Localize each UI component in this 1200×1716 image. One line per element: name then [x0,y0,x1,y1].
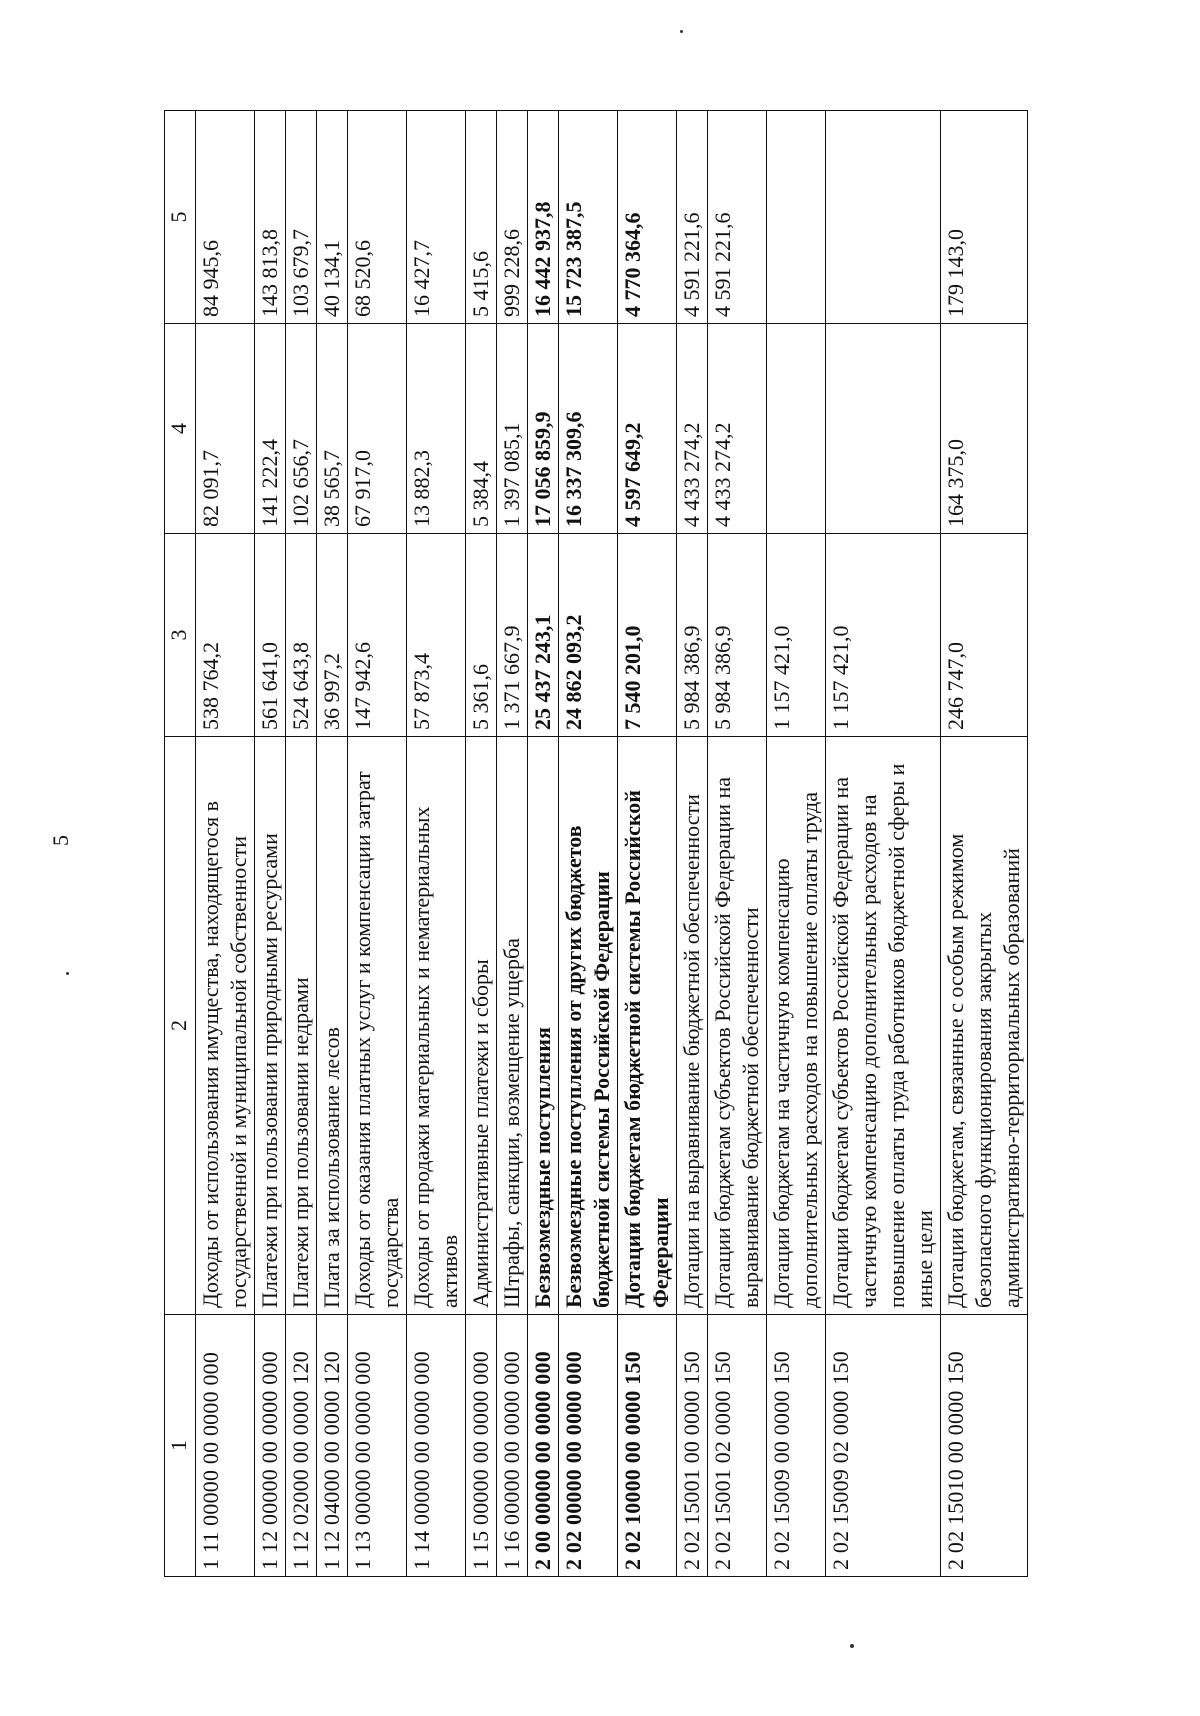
header-row [165,111,196,1577]
value-col-4: 4 433 274,2 [708,324,767,534]
table-row [708,111,767,1577]
code-cell: 1 12 00000 00 0000 000 [255,1315,286,1577]
value-col-5: 68 520,6 [348,111,407,324]
value-col-5: 103 679,7 [286,111,317,324]
value-col-3: 24 862 093,2 [559,534,618,737]
value-col-5: 15 723 387,5 [559,111,618,324]
name-cell: Дотации бюджетам субъектов Российской Федерации на выравнивание бюджетной обеспеченности [708,737,767,1315]
header-col-5: 5 [165,111,196,324]
value-col-4: 67 917,0 [348,324,407,534]
value-col-3: 5 984 386,9 [708,534,767,737]
value-col-5: 4 591 221,6 [677,111,708,324]
name-cell: Административные платежи и сборы [466,737,497,1315]
code-cell: 2 02 10000 00 0000 150 [618,1315,677,1577]
value-col-5 [826,111,941,324]
code-cell: 2 02 15009 00 0000 150 [767,1315,826,1577]
table-row [348,111,407,1577]
value-col-3: 524 643,8 [286,534,317,737]
table-row [407,111,466,1577]
code-cell: 2 00 00000 00 0000 000 [528,1315,559,1577]
budget-revenue-table [164,110,1028,1577]
value-col-5: 999 228,6 [497,111,528,324]
header-col-3: 3 [165,534,196,737]
value-col-5: 40 134,1 [317,111,348,324]
value-col-3: 561 641,0 [255,534,286,737]
value-col-3: 7 540 201,0 [618,534,677,737]
code-cell: 1 16 00000 00 0000 000 [497,1315,528,1577]
value-col-3: 1 371 667,9 [497,534,528,737]
code-cell: 1 11 00000 00 0000 000 [196,1315,255,1577]
value-col-4: 141 222,4 [255,324,286,534]
table-row [528,111,559,1577]
code-cell: 2 02 00000 00 0000 000 [559,1315,618,1577]
name-cell: Доходы от использования имущества, находящегося в государственной и муниципальной собственности [196,737,255,1315]
table-body [196,111,1028,1577]
value-col-3: 147 942,6 [348,534,407,737]
table-row [618,111,677,1577]
value-col-4: 102 656,7 [286,324,317,534]
name-cell: Дотации бюджетам бюджетной системы Российской Федерации [618,737,677,1315]
page-number: 5 [48,835,73,846]
code-cell: 2 02 15010 00 0000 150 [941,1315,1028,1577]
value-col-4: 164 375,0 [941,324,1028,534]
value-col-5: 16 427,7 [407,111,466,324]
value-col-5: 16 442 937,8 [528,111,559,324]
value-col-4: 5 384,4 [466,324,497,534]
value-col-4: 4 433 274,2 [677,324,708,534]
code-cell: 2 02 15009 02 0000 150 [826,1315,941,1577]
value-col-5: 84 945,6 [196,111,255,324]
code-cell: 2 02 15001 00 0000 150 [677,1315,708,1577]
value-col-5: 4 591 221,6 [708,111,767,324]
table-row [196,111,255,1577]
header-col-1: 1 [165,1315,196,1577]
value-col-4: 1 397 085,1 [497,324,528,534]
table-row [286,111,317,1577]
table-row [826,111,941,1577]
value-col-4: 16 337 309,6 [559,324,618,534]
table-row [677,111,708,1577]
value-col-3: 36 997,2 [317,534,348,737]
name-cell: Дотации бюджетам, связанные с особым режимом безопасного функционирования закрытых административно-территориальных образований [941,737,1028,1315]
table-row [317,111,348,1577]
value-col-3: 1 157 421,0 [767,534,826,737]
code-cell: 2 02 15001 02 0000 150 [708,1315,767,1577]
scan-speck [850,1644,854,1648]
code-cell: 1 12 02000 00 0000 120 [286,1315,317,1577]
name-cell: Безвозмездные поступления [528,737,559,1315]
table-row [767,111,826,1577]
value-col-4: 4 597 649,2 [618,324,677,534]
name-cell: Штрафы, санкции, возмещение ущерба [497,737,528,1315]
value-col-3: 538 764,2 [196,534,255,737]
value-col-5: 5 415,6 [466,111,497,324]
table-row [559,111,618,1577]
value-col-3: 246 747,0 [941,534,1028,737]
value-col-3: 1 157 421,0 [826,534,941,737]
value-col-5 [767,111,826,324]
code-cell: 1 12 04000 00 0000 120 [317,1315,348,1577]
name-cell: Безвозмездные поступления от других бюджетов бюджетной системы Российской Федерации [559,737,618,1315]
code-cell: 1 13 00000 00 0000 000 [348,1315,407,1577]
name-cell: Плата за использование лесов [317,737,348,1315]
scan-speck [66,972,69,975]
value-col-3: 57 873,4 [407,534,466,737]
header-col-2: 2 [165,737,196,1315]
value-col-4 [767,324,826,534]
name-cell: Платежи при пользовании недрами [286,737,317,1315]
rotated-table-container [164,111,1144,1577]
value-col-3: 25 437 243,1 [528,534,559,737]
value-col-4: 82 091,7 [196,324,255,534]
name-cell: Дотации бюджетам субъектов Российской Федерации на частичную компенсацию дополнительных расходов на повышение оплаты труда работников бюджетной сферы и иные цели [826,737,941,1315]
name-cell: Дотации бюджетам на частичную компенсацию дополнительных расходов на повышение оплаты труда [767,737,826,1315]
value-col-4: 38 565,7 [317,324,348,534]
table-row [255,111,286,1577]
value-col-5: 4 770 364,6 [618,111,677,324]
value-col-5: 179 143,0 [941,111,1028,324]
table-row [466,111,497,1577]
code-cell: 1 15 00000 00 0000 000 [466,1315,497,1577]
value-col-3: 5 361,6 [466,534,497,737]
value-col-4: 17 056 859,9 [528,324,559,534]
value-col-4: 13 882,3 [407,324,466,534]
value-col-5: 143 813,8 [255,111,286,324]
table-row [941,111,1028,1577]
name-cell: Дотации на выравнивание бюджетной обеспеченности [677,737,708,1315]
value-col-3: 5 984 386,9 [677,534,708,737]
code-cell: 1 14 00000 00 0000 000 [407,1315,466,1577]
name-cell: Доходы от продажи материальных и нематериальных активов [407,737,466,1315]
value-col-4 [826,324,941,534]
name-cell: Доходы от оказания платных услуг и компенсации затрат государства [348,737,407,1315]
name-cell: Платежи при пользовании природными ресурсами [255,737,286,1315]
scan-speck [680,30,683,33]
header-col-4: 4 [165,324,196,534]
table-row [497,111,528,1577]
